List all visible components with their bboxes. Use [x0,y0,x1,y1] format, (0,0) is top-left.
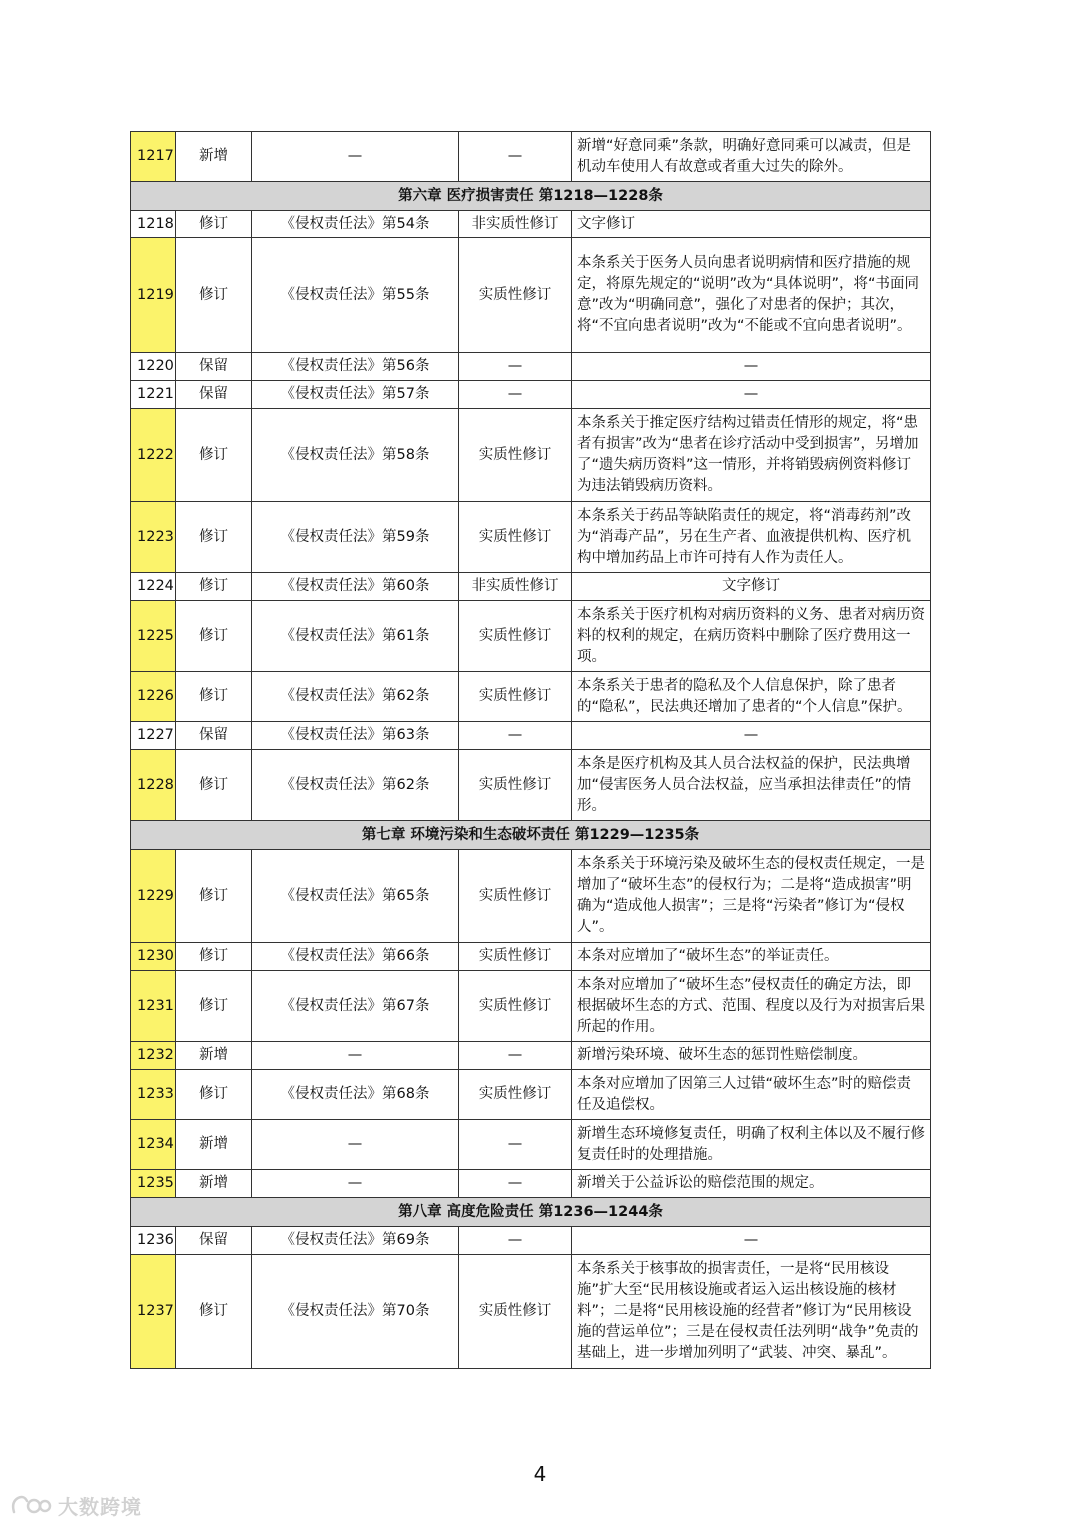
change-type-cell: 修订 [176,211,252,238]
article-number-cell: 1227 [131,722,176,750]
change-type-cell: 修订 [176,672,252,722]
source-article-cell: — [252,132,459,182]
source-article-cell: 《侵权责任法》第61条 [252,601,459,672]
table-row [131,1170,931,1198]
chapter-title: 第七章 环境污染和生态破坏责任 第1229—1235条 [131,821,931,850]
table-row [131,132,931,182]
revision-nature-cell: — [459,1170,572,1198]
revision-nature-cell: 实质性修订 [459,601,572,672]
change-type-cell: 修订 [176,601,252,672]
article-number-cell: 1231 [131,971,176,1042]
article-number-cell: 1218 [131,211,176,238]
description-cell: 本条对应增加了“破坏生态”侵权责任的确定方法，即根据破坏生态的方式、范围、程度以及行为对损害后果所起的作用。 [572,971,931,1042]
revision-nature-cell: 非实质性修订 [459,573,572,601]
revision-nature-cell: 实质性修订 [459,750,572,821]
revision-nature-cell: 实质性修订 [459,672,572,722]
table-row [131,971,931,1042]
table-row [131,672,931,722]
description-cell: 本条系关于推定医疗结构过错责任情形的规定，将“患者有损害”改为“患者在诊疗活动中受到损害”，另增加了“遗失病历资料”这一情形，并将销毁病例资料修订为违法销毁病历资料。 [572,409,931,502]
description-cell: 本条系关于患者的隐私及个人信息保护，除了患者的“隐私”，民法典还增加了患者的“个人信息”保护。 [572,672,931,722]
revision-nature-cell: — [459,381,572,409]
article-number-cell: 1221 [131,381,176,409]
source-article-cell: 《侵权责任法》第59条 [252,502,459,573]
table-row [131,211,931,238]
description-cell: 新增“好意同乘”条款，明确好意同乘可以减责，但是机动车使用人有故意或者重大过失的除外。 [572,132,931,182]
description-cell: 本条对应增加了“破坏生态”的举证责任。 [572,943,931,971]
source-article-cell: 《侵权责任法》第63条 [252,722,459,750]
description-cell: 本条系关于核事故的损害责任，一是将“民用核设施”扩大至“民用核设施或者运入运出核设施的核材料”；二是将“民用核设施的经营者”修订为“民用核设施的营运单位”；三是在侵权责任法列明“战争”免责的基础上，进一步增加列明了“武装、冲突、暴乱”。 [572,1255,931,1369]
change-type-cell: 保留 [176,353,252,381]
change-type-cell: 新增 [176,132,252,182]
article-number-cell: 1237 [131,1255,176,1369]
article-number-cell: 1224 [131,573,176,601]
article-number-cell: 1223 [131,502,176,573]
source-article-cell: 《侵权责任法》第54条 [252,211,459,238]
revision-nature-cell: 实质性修订 [459,409,572,502]
source-article-cell: — [252,1170,459,1198]
watermark [8,1490,142,1520]
source-article-cell: 《侵权责任法》第70条 [252,1255,459,1369]
change-type-cell: 新增 [176,1120,252,1170]
article-number-cell: 1222 [131,409,176,502]
table-row [131,1042,931,1070]
article-number-cell: 1229 [131,850,176,943]
description-cell: 新增污染环境、破坏生态的惩罚性赔偿制度。 [572,1042,931,1070]
table-row [131,353,931,381]
revision-nature-cell: 实质性修订 [459,1255,572,1369]
change-type-cell: 保留 [176,381,252,409]
description-cell: 本条系关于环境污染及破坏生态的侵权责任规定，一是增加了“破坏生态”的侵权行为；二是将“造成损害”明确为“造成他人损害”；三是将“污染者”修订为“侵权人”。 [572,850,931,943]
revision-nature-cell: 实质性修订 [459,971,572,1042]
description-cell: 本条系关于医务人员向患者说明病情和医疗措施的规定，将原先规定的“说明”改为“具体说明”，将“书面同意”改为“明确同意”，强化了对患者的保护；其次，将“不宜向患者说明”改为“不能或不宜向患者说明”。 [572,238,931,353]
revision-nature-cell: 实质性修订 [459,850,572,943]
table-row [131,381,931,409]
change-type-cell: 修订 [176,971,252,1042]
chapter-title: 第六章 医疗损害责任 第1218—1228条 [131,182,931,211]
revision-nature-cell: — [459,1042,572,1070]
chapter-row [131,821,931,850]
table-row [131,1120,931,1170]
change-type-cell: 修订 [176,409,252,502]
description-cell: 新增关于公益诉讼的赔偿范围的规定。 [572,1170,931,1198]
source-article-cell: — [252,1042,459,1070]
page-number: 4 [533,1462,547,1486]
source-article-cell: 《侵权责任法》第69条 [252,1227,459,1255]
description-cell: — [572,381,931,409]
table-row [131,238,931,353]
description-cell: — [572,353,931,381]
description-cell: 文字修订 [572,211,931,238]
change-type-cell: 新增 [176,1170,252,1198]
change-type-cell: 修订 [176,1255,252,1369]
source-article-cell: 《侵权责任法》第55条 [252,238,459,353]
revision-nature-cell: — [459,132,572,182]
revision-nature-cell: — [459,1120,572,1170]
change-type-cell: 保留 [176,1227,252,1255]
change-type-cell: 修订 [176,238,252,353]
table-row [131,750,931,821]
article-number-cell: 1234 [131,1120,176,1170]
change-type-cell: 新增 [176,1042,252,1070]
article-number-cell: 1217 [131,132,176,182]
table-row [131,573,931,601]
article-number-cell: 1219 [131,238,176,353]
source-article-cell: 《侵权责任法》第67条 [252,971,459,1042]
table-body [131,132,931,1369]
description-cell: 本条对应增加了因第三人过错“破坏生态”时的赔偿责任及追偿权。 [572,1070,931,1120]
description-cell: 文字修订 [572,573,931,601]
revision-nature-cell: 非实质性修订 [459,211,572,238]
article-number-cell: 1225 [131,601,176,672]
chapter-row [131,1198,931,1227]
change-type-cell: 修订 [176,1070,252,1120]
source-article-cell: 《侵权责任法》第66条 [252,943,459,971]
source-article-cell: 《侵权责任法》第62条 [252,672,459,722]
chapter-row [131,182,931,211]
source-article-cell: — [252,1120,459,1170]
description-cell: 新增生态环境修复责任，明确了权利主体以及不履行修复责任时的处理措施。 [572,1120,931,1170]
description-cell: 本条系关于医疗机构对病历资料的义务、患者对病历资料的权利的规定，在病历资料中删除了医疗费用这一项。 [572,601,931,672]
revision-nature-cell: — [459,1227,572,1255]
revision-nature-cell: 实质性修订 [459,1070,572,1120]
change-type-cell: 修订 [176,943,252,971]
article-number-cell: 1226 [131,672,176,722]
table-row [131,502,931,573]
source-article-cell: 《侵权责任法》第58条 [252,409,459,502]
law-comparison-table [130,131,931,1369]
chapter-title: 第八章 高度危险责任 第1236—1244条 [131,1198,931,1227]
revision-nature-cell: — [459,353,572,381]
watermark-text: 大数跨境 [58,1494,142,1519]
article-number-cell: 1230 [131,943,176,971]
source-article-cell: 《侵权责任法》第57条 [252,381,459,409]
table-row [131,1255,931,1369]
source-article-cell: 《侵权责任法》第68条 [252,1070,459,1120]
description-cell: — [572,722,931,750]
table-row [131,1227,931,1255]
table-row [131,850,931,943]
table-row [131,409,931,502]
article-number-cell: 1228 [131,750,176,821]
article-number-cell: 1233 [131,1070,176,1120]
revision-nature-cell: 实质性修订 [459,238,572,353]
change-type-cell: 修订 [176,850,252,943]
article-number-cell: 1235 [131,1170,176,1198]
description-cell: 本条是医疗机构及其人员合法权益的保护，民法典增加“侵害医务人员合法权益，应当承担法律责任”的情形。 [572,750,931,821]
watermark-logo-icon [8,1492,52,1518]
source-article-cell: 《侵权责任法》第62条 [252,750,459,821]
revision-nature-cell: — [459,722,572,750]
article-number-cell: 1236 [131,1227,176,1255]
article-number-cell: 1220 [131,353,176,381]
change-type-cell: 修订 [176,502,252,573]
description-cell: 本条系关于药品等缺陷责任的规定，将“消毒药剂”改为“消毒产品”，另在生产者、血液提供机构、医疗机构中增加药品上市许可持有人作为责任人。 [572,502,931,573]
change-type-cell: 修订 [176,750,252,821]
table-row [131,601,931,672]
revision-nature-cell: 实质性修订 [459,943,572,971]
table-row [131,1070,931,1120]
description-cell: — [572,1227,931,1255]
table-row [131,722,931,750]
change-type-cell: 保留 [176,722,252,750]
table-row [131,943,931,971]
source-article-cell: 《侵权责任法》第65条 [252,850,459,943]
article-number-cell: 1232 [131,1042,176,1070]
change-type-cell: 修订 [176,573,252,601]
source-article-cell: 《侵权责任法》第60条 [252,573,459,601]
revision-nature-cell: 实质性修订 [459,502,572,573]
source-article-cell: 《侵权责任法》第56条 [252,353,459,381]
